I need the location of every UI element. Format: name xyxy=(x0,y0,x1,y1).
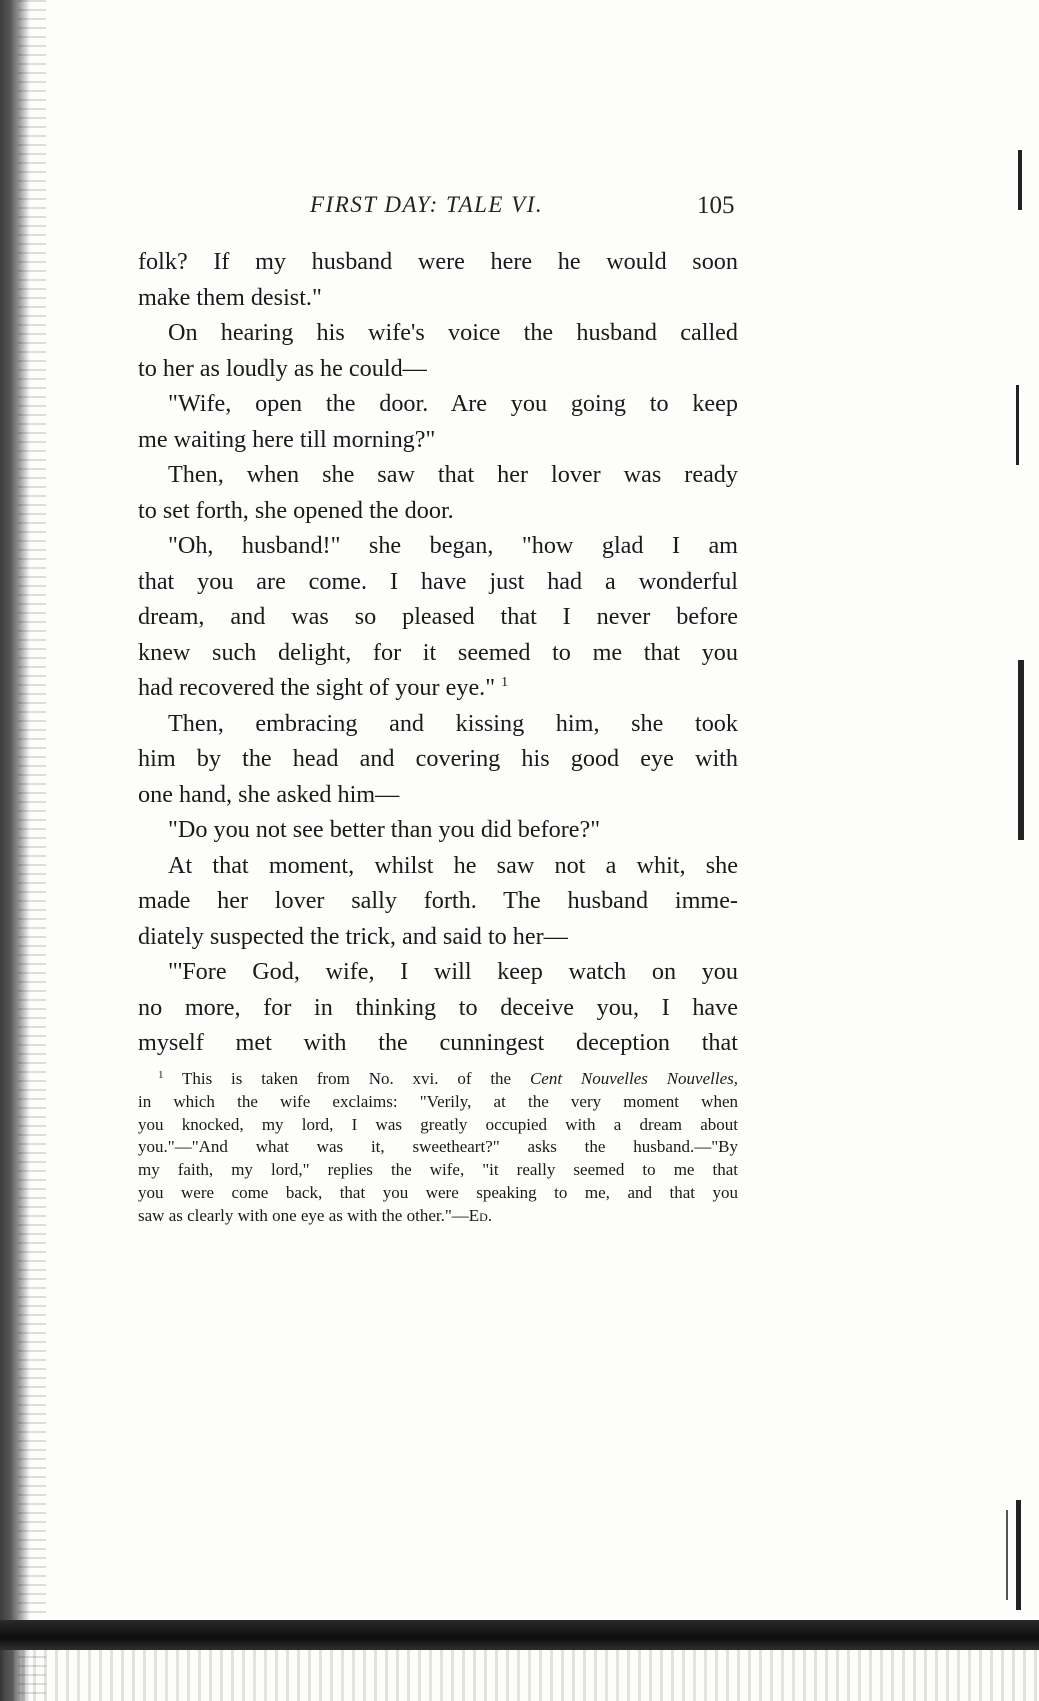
footnote-text: saw as clearly with one eye as with the other."— xyxy=(138,1205,469,1225)
text-line: "Oh, husband!" she began, "how glad I am xyxy=(168,532,738,559)
scan-artifact xyxy=(1018,660,1024,840)
binding-speckle xyxy=(18,0,46,1701)
text-line: At that moment, whilst he saw not a whit, she xyxy=(168,851,738,879)
text-line: to set forth, she opened the door. xyxy=(138,496,454,524)
scanner-edge xyxy=(0,1620,1039,1650)
text-line: myself met with the cunningest deception that xyxy=(138,1029,738,1056)
footnote-reference[interactable]: 1 xyxy=(501,675,509,690)
scan-artifact xyxy=(1018,150,1022,210)
text-line: "'Fore God, wife, I will keep watch on you xyxy=(168,958,738,985)
text-line: make them desist." xyxy=(138,283,322,311)
footnote-text: This is taken from No. xvi. of the xyxy=(182,1069,512,1088)
text-line: knew such delight, for it seemed to me that you xyxy=(138,638,738,666)
footnote-line: you knocked, my lord, I was greatly occupied with a dream about xyxy=(138,1114,738,1134)
footnote-line: you were come back, that you were speaking to me, and that you xyxy=(138,1182,738,1202)
footnote-line: you."—"And what was it, sweetheart?" asks the husband.—"By xyxy=(138,1137,738,1157)
scan-artifact xyxy=(1016,385,1019,465)
text-line: Then, embracing and kissing him, she took xyxy=(168,709,738,737)
footnote-marker: 1 xyxy=(158,1069,164,1081)
text-line: him by the head and covering his good eye with xyxy=(138,745,738,772)
text-line: that you are come. I have just had a wonderful xyxy=(138,567,738,595)
running-title: FIRST DAY: TALE VI. xyxy=(310,192,544,217)
page-number: 105 xyxy=(697,192,735,219)
text-line: me waiting here till morning?" xyxy=(138,425,436,453)
text-line: diately suspected the trick, and said to her— xyxy=(138,922,568,950)
text-line: one hand, she asked him— xyxy=(138,780,400,808)
text-line: folk? If my husband were here he would soon xyxy=(138,248,738,275)
scan-artifact xyxy=(1006,1510,1008,1600)
text-line: "Do you not see better than you did before?" xyxy=(168,816,601,843)
text-line: no more, for in thinking to deceive you, I have xyxy=(138,993,738,1021)
scan-artifact xyxy=(1016,1500,1021,1610)
footnote-line: in which the wife exclaims: "Verily, at the very moment when xyxy=(138,1091,738,1111)
scanner-noise xyxy=(0,1650,1039,1701)
text-line: to her as loudly as he could— xyxy=(138,354,427,382)
footnote-line xyxy=(138,1205,738,1228)
text-line: made her lover sally forth. The husband imme- xyxy=(138,887,738,914)
footnote-line: my faith, my lord," replies the wife, "it really seemed to me that xyxy=(138,1160,738,1180)
text-line-with-footnote-ref xyxy=(138,670,738,706)
text-line: Then, when she saw that her lover was ready xyxy=(168,461,738,488)
text-line: had recovered the sight of your eye." xyxy=(138,674,496,701)
text-line: On hearing his wife's voice the husband called xyxy=(168,319,738,346)
body-text xyxy=(138,244,738,1061)
text-line: "Wife, open the door. Are you going to keep xyxy=(168,390,738,417)
footnote-line xyxy=(138,1068,738,1091)
editor-mark: Ed. xyxy=(468,1205,493,1225)
text-line: dream, and was so pleased that I never before xyxy=(138,603,738,630)
footnote xyxy=(138,1068,738,1228)
footnote-book-title: Cent Nouvelles Nouvelles, xyxy=(529,1069,739,1088)
